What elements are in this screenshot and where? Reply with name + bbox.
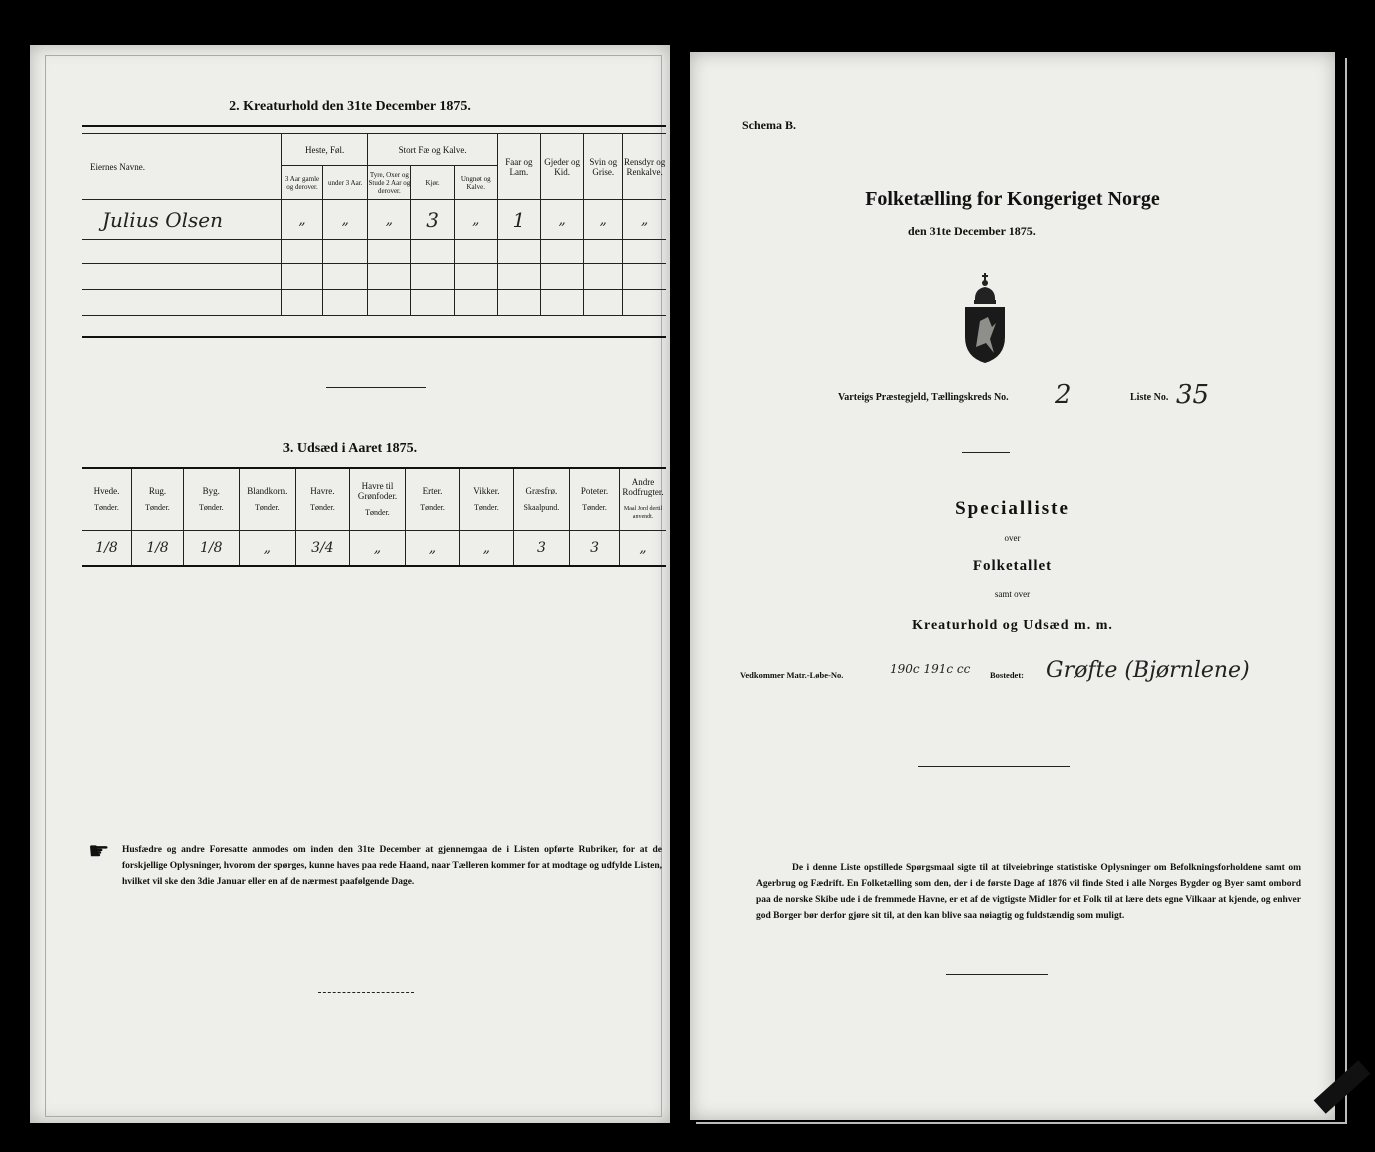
udsaed-header-cell [296,468,350,530]
tellingskreds-label: Tællingskreds No. [931,392,1009,403]
schema-label: Schema B. [742,118,796,132]
header-heste: Heste, Føl. [281,134,367,166]
udsaed-header-label: Erter. [422,486,443,497]
kreaturhold-table [82,133,666,316]
prestegjeld-word: Præstegjeld, [875,392,929,403]
right-page [690,52,1335,1120]
udsaed-value-cell: 3 [513,530,569,566]
udsaed-header-unit: Tønder. [254,503,280,513]
pointing-hand-icon: ☛ [88,839,110,865]
udsaed-value-cell: „ [620,530,666,566]
udsaed-header-label: Byg. [202,486,220,497]
section3-title: 3. Udsæd i Aaret 1875. [282,441,418,456]
udsaed-value-cell: 1/8 [82,530,132,566]
value-cell: „ [541,200,584,240]
udsaed-value-cell: 1/8 [132,530,184,566]
header-stort-fae: Stort Fæ og Kalve. [368,134,498,166]
udsaed-header-unit: Tønder. [365,508,390,518]
notice-text: Husfædre og andre Foresatte anmodes om inden den 31te December at gjennemgaa de i Listen opførte Rubriker, for at de forskjellige Oplysninger, hvorom der spørges, kunne haves paa rede Haand, naar Tælleren kommer for at modtage og udfylde Listen, hvilket vil ske den 3die Januar eller en af de nærmest paafølgende Dage. [122,845,662,887]
specialliste-title: Specialliste [955,498,1070,519]
table-row [82,530,666,566]
udsaed-header-unit: Tønder. [582,503,607,513]
udsaed-header-unit: Maal Jord dertil anvendt. [623,506,663,521]
udsaed-value-cell: „ [459,530,513,566]
prestegjeld-name: Varteigs [838,392,874,403]
udsaed-value-cell: 3 [570,530,620,566]
table-row [82,264,666,290]
udsaed-header-cell [513,468,569,530]
prestegjeld-label [838,392,1009,403]
header-fae-sub3: Ungnøt og Kalve. [454,166,497,200]
header-heste-sub1: 3 Aar gamle og derover. [281,166,322,200]
udsaed-header-cell [349,468,405,530]
bostedet-label: Bostedet: [990,670,1024,680]
table-row [82,240,666,264]
udsaed-header-unit: Tønder. [310,503,335,513]
value-cell: 3 [411,200,454,240]
udsaed-header-cell [82,468,132,530]
udsaed-value-cell: 3/4 [296,530,350,566]
udsaed-value-cell: „ [349,530,405,566]
kreaturhold-title: Kreaturhold og Udsæd m. m. [912,618,1113,633]
value-cell: 1 [497,200,540,240]
udsaed-header-label: Rug. [148,486,167,497]
udsaed-header-cell [459,468,513,530]
udsaed-header-unit: Tønder. [474,503,499,513]
left-page [30,45,670,1123]
divider [946,974,1048,975]
udsaed-header-cell [406,468,460,530]
main-title: Folketælling for Kongeriget Norge [865,188,1160,210]
value-cell: „ [323,200,368,240]
norway-coat-of-arms-icon [960,269,1010,365]
matr-label: Vedkommer Matr.-Løbe-No. [740,670,844,680]
header-svin: Svin og Grise. [584,134,623,200]
udsaed-header-label: Græsfrø. [525,486,558,497]
header-fae-sub2: Kjør. [411,166,454,200]
value-cell: „ [454,200,497,240]
tellingskreds-value: 2 [1055,380,1072,410]
udsaed-header-label: Havre til Grønfoder. [357,481,398,502]
liste-label: Liste No. [1130,392,1169,403]
matr-value: 190c 191c cc [890,662,971,676]
udsaed-header-cell [183,468,239,530]
over-text-1: over [1004,533,1021,543]
udsaed-header-unit: Tønder. [420,503,445,513]
owner-name: Julius Olsen [82,200,281,240]
folketallet-title: Folketallet [972,558,1053,574]
udsaed-header-label: Andre Rodfrugter. [622,477,664,498]
udsaed-header-label: Blandkorn. [247,486,288,497]
header-heste-sub2: under 3 Aar. [323,166,368,200]
divider [326,387,426,388]
table-bottom-rule [82,336,666,338]
header-eiernes-navne: Eiernes Navne. [82,134,281,200]
udsaed-header-unit: Tønder. [145,503,170,513]
divider [918,766,1070,767]
udsaed-header-label: Poteter. [580,486,609,497]
table-row [82,290,666,316]
header-rensdyr: Rensdyr og Renkalve. [623,134,666,200]
table-row [82,200,666,240]
samt-over-text: samt over [994,589,1031,599]
udsaed-header-label: Havre. [310,486,335,497]
bostedet-value: Grøfte (Bjørnlene) [1046,658,1250,683]
udsaed-header-cell [620,468,666,530]
udsaed-table [82,467,666,567]
info-paragraph: De i denne Liste opstillede Spørgsmaal sigte til at tilveiebringe statistiske Oplysninger om Befolkningsforholdene samt om Agerbrug og Fædrift. En Folketælling som den, der i de første Dage af 1876 vil finde Sted i alle Norges Bygder og Byer samt ombord paa de norske Skibe ude i de fremmede Havne, er et af de vigtigste Midler for et Folk til at lære dets egne Vilkaar at kjende, og enhver god Borger bør derfor gjøre sit til, at den kan blive saa nøiagtig og fuldstændig som muligt. [756,863,1301,921]
udsaed-header-label: Vikker. [473,486,500,497]
udsaed-value-cell: „ [239,530,295,566]
udsaed-header-unit: Tønder. [198,503,224,513]
udsaed-header-label: Hvede. [93,486,120,497]
udsaed-value-cell: „ [406,530,460,566]
divider [962,452,1010,453]
value-cell: „ [584,200,623,240]
udsaed-value-cell: 1/8 [183,530,239,566]
liste-value: 35 [1176,380,1210,410]
header-fae-sub1: Tyre, Oxer og Stude 2 Aar og derover. [368,166,411,200]
udsaed-header-unit: Tønder. [94,503,119,513]
header-gjeder: Gjeder og Kid. [541,134,584,200]
udsaed-header-cell [132,468,184,530]
header-faar: Faar og Lam. [497,134,540,200]
table-top-rule [82,125,666,127]
value-cell: „ [623,200,666,240]
section2-title: 2. Kreaturhold den 31te December 1875. [229,99,471,114]
date-line: den 31te December 1875. [908,224,1036,238]
udsaed-header-unit: Skaalpund. [523,503,560,513]
value-cell: „ [368,200,411,240]
udsaed-header-cell [239,468,295,530]
udsaed-header-cell [570,468,620,530]
divider [318,992,414,993]
value-cell: „ [281,200,322,240]
